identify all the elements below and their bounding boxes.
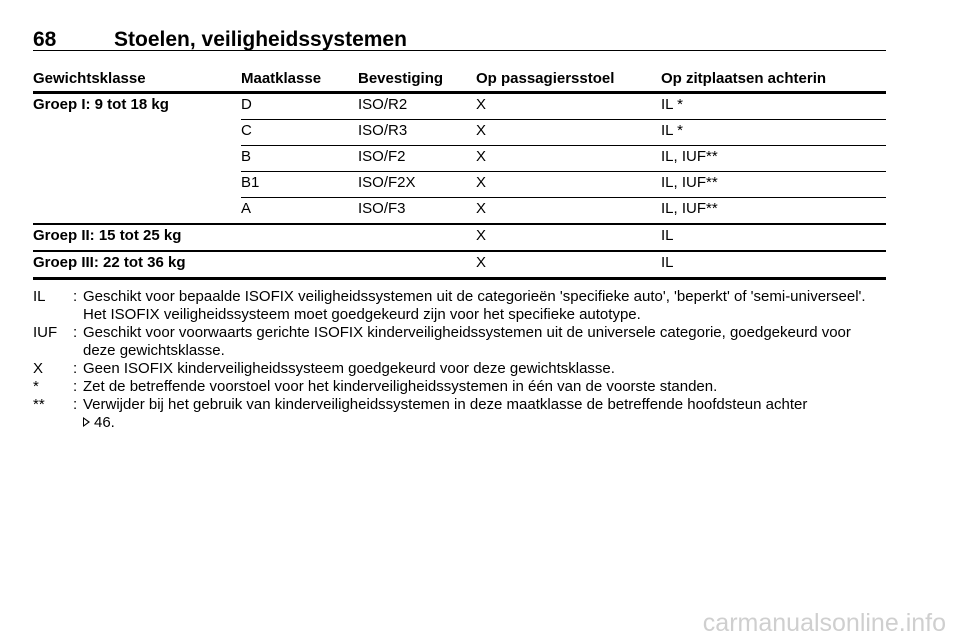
table-cell: X (476, 198, 661, 225)
table-cell: Groep III: 22 tot 36 kg (33, 251, 241, 279)
table-cell: C (241, 120, 358, 146)
table-row (33, 93, 886, 120)
column-header: Gewichtsklasse (33, 64, 241, 93)
table-cell: X (476, 146, 661, 172)
note-abbr: X (33, 360, 44, 377)
table-cell (33, 120, 241, 146)
arrow-right-icon (83, 417, 90, 427)
table-row (33, 120, 886, 146)
column-header: Op zitplaatsen achterin (661, 64, 886, 93)
table-cell: ISO/R2 (358, 93, 476, 120)
table-cell: A (241, 198, 358, 225)
table-cell: ISO/R3 (358, 120, 476, 146)
page-header (33, 22, 886, 52)
page-reference: 46. (94, 414, 115, 431)
table-cell: IL, IUF** (661, 146, 886, 172)
table-cell: Groep II: 15 tot 25 kg (33, 224, 241, 251)
note-colon: : (73, 378, 78, 395)
note-text: Verwijder bij het gebruik van kinderveiligheidssystemen in deze maatklasse de betreffende hoofdsteun achter (83, 396, 808, 413)
table-row (33, 172, 886, 198)
page-title: Stoelen, veiligheidssystemen (114, 28, 407, 51)
note-abbr: ** (33, 396, 45, 413)
table-cell: IL (661, 251, 886, 279)
table-header-row (33, 64, 886, 93)
table-cell (241, 251, 358, 279)
note-text: Geschikt voor bepaalde ISOFIX veiligheidssystemen uit de categorieën 'specifieke auto', 'beperkt' of 'semi-universeel'. Het ISOFIX veiligheidssysteem moet goedgekeurd zijn voor het specifieke autotype. (83, 288, 866, 323)
table-cell: D (241, 93, 358, 120)
note-abbr: IL (33, 288, 46, 305)
note-colon: : (73, 324, 78, 341)
table-cell: ISO/F2X (358, 172, 476, 198)
note-double-star (33, 396, 886, 432)
note-text: Geschikt voor voorwaarts gerichte ISOFIX kinderveiligheidssystemen uit de universele categorie, goedgekeurd voor deze gewichtsklasse. (83, 324, 851, 359)
page-number: 68 (33, 28, 57, 51)
table-cell: B (241, 146, 358, 172)
table-row (33, 198, 886, 225)
watermark: carmanualsonline.info (702, 609, 946, 637)
note-iuf (33, 324, 886, 360)
table-cell: X (476, 93, 661, 120)
table-cell (358, 224, 476, 251)
note-colon: : (73, 288, 78, 305)
table-cell: X (476, 224, 661, 251)
column-header: Op passagiersstoel (476, 64, 661, 93)
table-cell: IL, IUF** (661, 172, 886, 198)
table-cell (358, 251, 476, 279)
table-cell: IL * (661, 93, 886, 120)
table-row (33, 146, 886, 172)
header-rule (33, 50, 886, 51)
note-abbr: IUF (33, 324, 58, 341)
table-cell: ISO/F3 (358, 198, 476, 225)
table-cell (33, 172, 241, 198)
table-row (33, 224, 886, 251)
table-cell (33, 146, 241, 172)
note-abbr: * (33, 378, 39, 395)
table-cell (241, 224, 358, 251)
table-cell: IL (661, 224, 886, 251)
table-cell: B1 (241, 172, 358, 198)
legend-notes (33, 288, 886, 432)
table-cell: X (476, 251, 661, 279)
table-cell: IL * (661, 120, 886, 146)
note-il (33, 288, 886, 324)
note-text: Geen ISOFIX kinderveiligheidssysteem goedgekeurd voor deze gewichtsklasse. (83, 360, 615, 377)
table-row (33, 251, 886, 279)
table-cell (33, 198, 241, 225)
table-cell: IL, IUF** (661, 198, 886, 225)
table-cell: X (476, 172, 661, 198)
note-x (33, 360, 886, 378)
table-cell: ISO/F2 (358, 146, 476, 172)
isofix-table (33, 64, 886, 280)
note-text-wrap (83, 396, 886, 432)
table-cell: Groep I: 9 tot 18 kg (33, 96, 169, 113)
note-colon: : (73, 396, 78, 413)
column-header: Maatklasse (241, 64, 358, 93)
table-cell: X (476, 120, 661, 146)
note-colon: : (73, 360, 78, 377)
note-star (33, 378, 886, 396)
page-reference-link[interactable] (83, 414, 115, 431)
note-text: Zet de betreffende voorstoel voor het kinderveiligheidssystemen in één van de voorste standen. (83, 378, 718, 395)
column-header: Bevestiging (358, 64, 476, 93)
